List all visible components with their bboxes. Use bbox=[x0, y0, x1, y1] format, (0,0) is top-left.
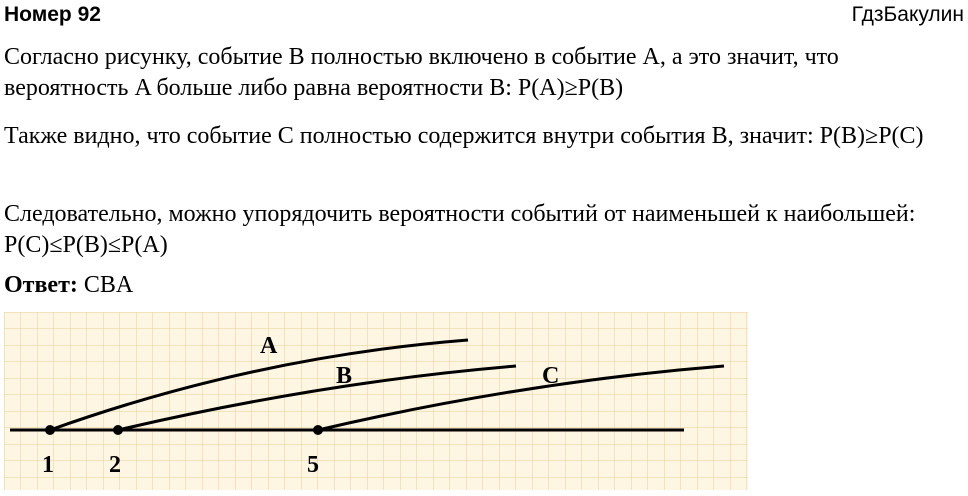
page-header bbox=[0, 0, 968, 34]
ray-label-b: B bbox=[336, 363, 353, 389]
answer-label: Ответ: bbox=[4, 272, 78, 298]
point-1 bbox=[45, 425, 55, 435]
page-title: Номер 92 bbox=[4, 3, 101, 26]
site-name[interactable]: ГдзБакулин bbox=[851, 3, 964, 26]
point-label-1: 1 bbox=[42, 452, 54, 478]
point-5 bbox=[313, 425, 323, 435]
ray-label-c: C bbox=[542, 363, 560, 389]
paragraph-1: Согласно рисунку, событие B полностью включено в событие A, а это значит, что вероятность A больше либо равна вероятности B: P(A)≥P(B) bbox=[4, 44, 839, 101]
rays-figure bbox=[4, 312, 748, 490]
point-label-2: 2 bbox=[109, 452, 121, 478]
point-2 bbox=[113, 425, 123, 435]
paragraph-2: Также видно, что событие C полностью содержится внутри события B, значит: P(B)≥P(C) bbox=[4, 123, 924, 149]
rays-diagram bbox=[4, 312, 748, 490]
paragraph-3: Следовательно, можно упорядочить вероятности событий от наименьшей к наибольшей: P(C)≤P(B)≤P(A) bbox=[4, 201, 916, 258]
ray-label-a: A bbox=[260, 333, 278, 359]
answer-line bbox=[4, 270, 954, 301]
answer-value: CBA bbox=[83, 272, 134, 298]
point-label-5: 5 bbox=[307, 452, 319, 478]
